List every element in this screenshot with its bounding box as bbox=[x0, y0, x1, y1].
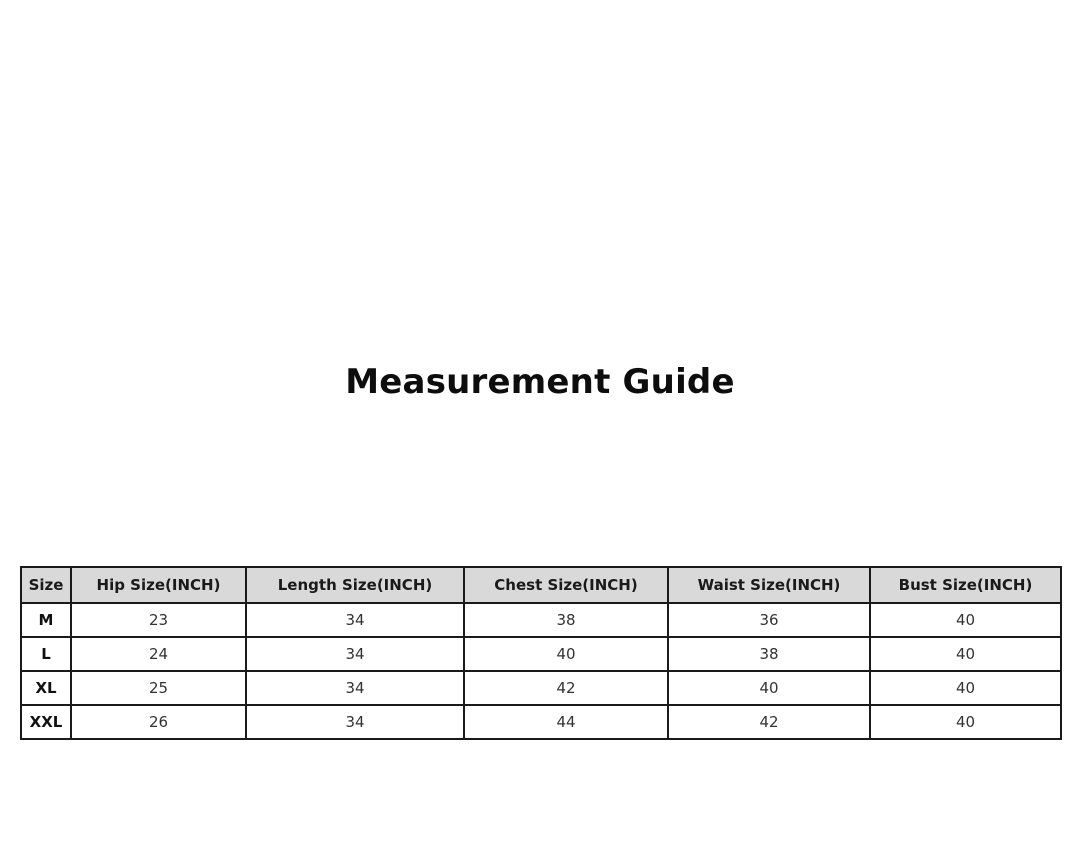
table-row bbox=[21, 637, 1061, 671]
table-row bbox=[21, 671, 1061, 705]
waist-cell: 42 bbox=[668, 705, 870, 739]
page-title: Measurement Guide bbox=[345, 362, 735, 402]
length-cell: 34 bbox=[246, 637, 464, 671]
column-header-chest: Chest Size(INCH) bbox=[464, 567, 668, 603]
column-header-size: Size bbox=[21, 567, 71, 603]
waist-cell: 38 bbox=[668, 637, 870, 671]
size-cell: M bbox=[21, 603, 71, 637]
hip-cell: 26 bbox=[71, 705, 246, 739]
bust-cell: 40 bbox=[870, 671, 1061, 705]
size-cell: L bbox=[21, 637, 71, 671]
hip-cell: 24 bbox=[71, 637, 246, 671]
chest-cell: 44 bbox=[464, 705, 668, 739]
waist-cell: 36 bbox=[668, 603, 870, 637]
measurement-table bbox=[20, 566, 1062, 740]
length-cell: 34 bbox=[246, 705, 464, 739]
column-header-bust: Bust Size(INCH) bbox=[870, 567, 1061, 603]
chest-cell: 38 bbox=[464, 603, 668, 637]
table-header-row bbox=[21, 567, 1061, 603]
column-header-hip: Hip Size(INCH) bbox=[71, 567, 246, 603]
size-cell: XL bbox=[21, 671, 71, 705]
bust-cell: 40 bbox=[870, 705, 1061, 739]
hip-cell: 23 bbox=[71, 603, 246, 637]
chest-cell: 40 bbox=[464, 637, 668, 671]
hip-cell: 25 bbox=[71, 671, 246, 705]
waist-cell: 40 bbox=[668, 671, 870, 705]
bust-cell: 40 bbox=[870, 603, 1061, 637]
size-cell: XXL bbox=[21, 705, 71, 739]
chest-cell: 42 bbox=[464, 671, 668, 705]
bust-cell: 40 bbox=[870, 637, 1061, 671]
length-cell: 34 bbox=[246, 603, 464, 637]
column-header-length: Length Size(INCH) bbox=[246, 567, 464, 603]
table-row bbox=[21, 603, 1061, 637]
column-header-waist: Waist Size(INCH) bbox=[668, 567, 870, 603]
length-cell: 34 bbox=[246, 671, 464, 705]
table-row bbox=[21, 705, 1061, 739]
